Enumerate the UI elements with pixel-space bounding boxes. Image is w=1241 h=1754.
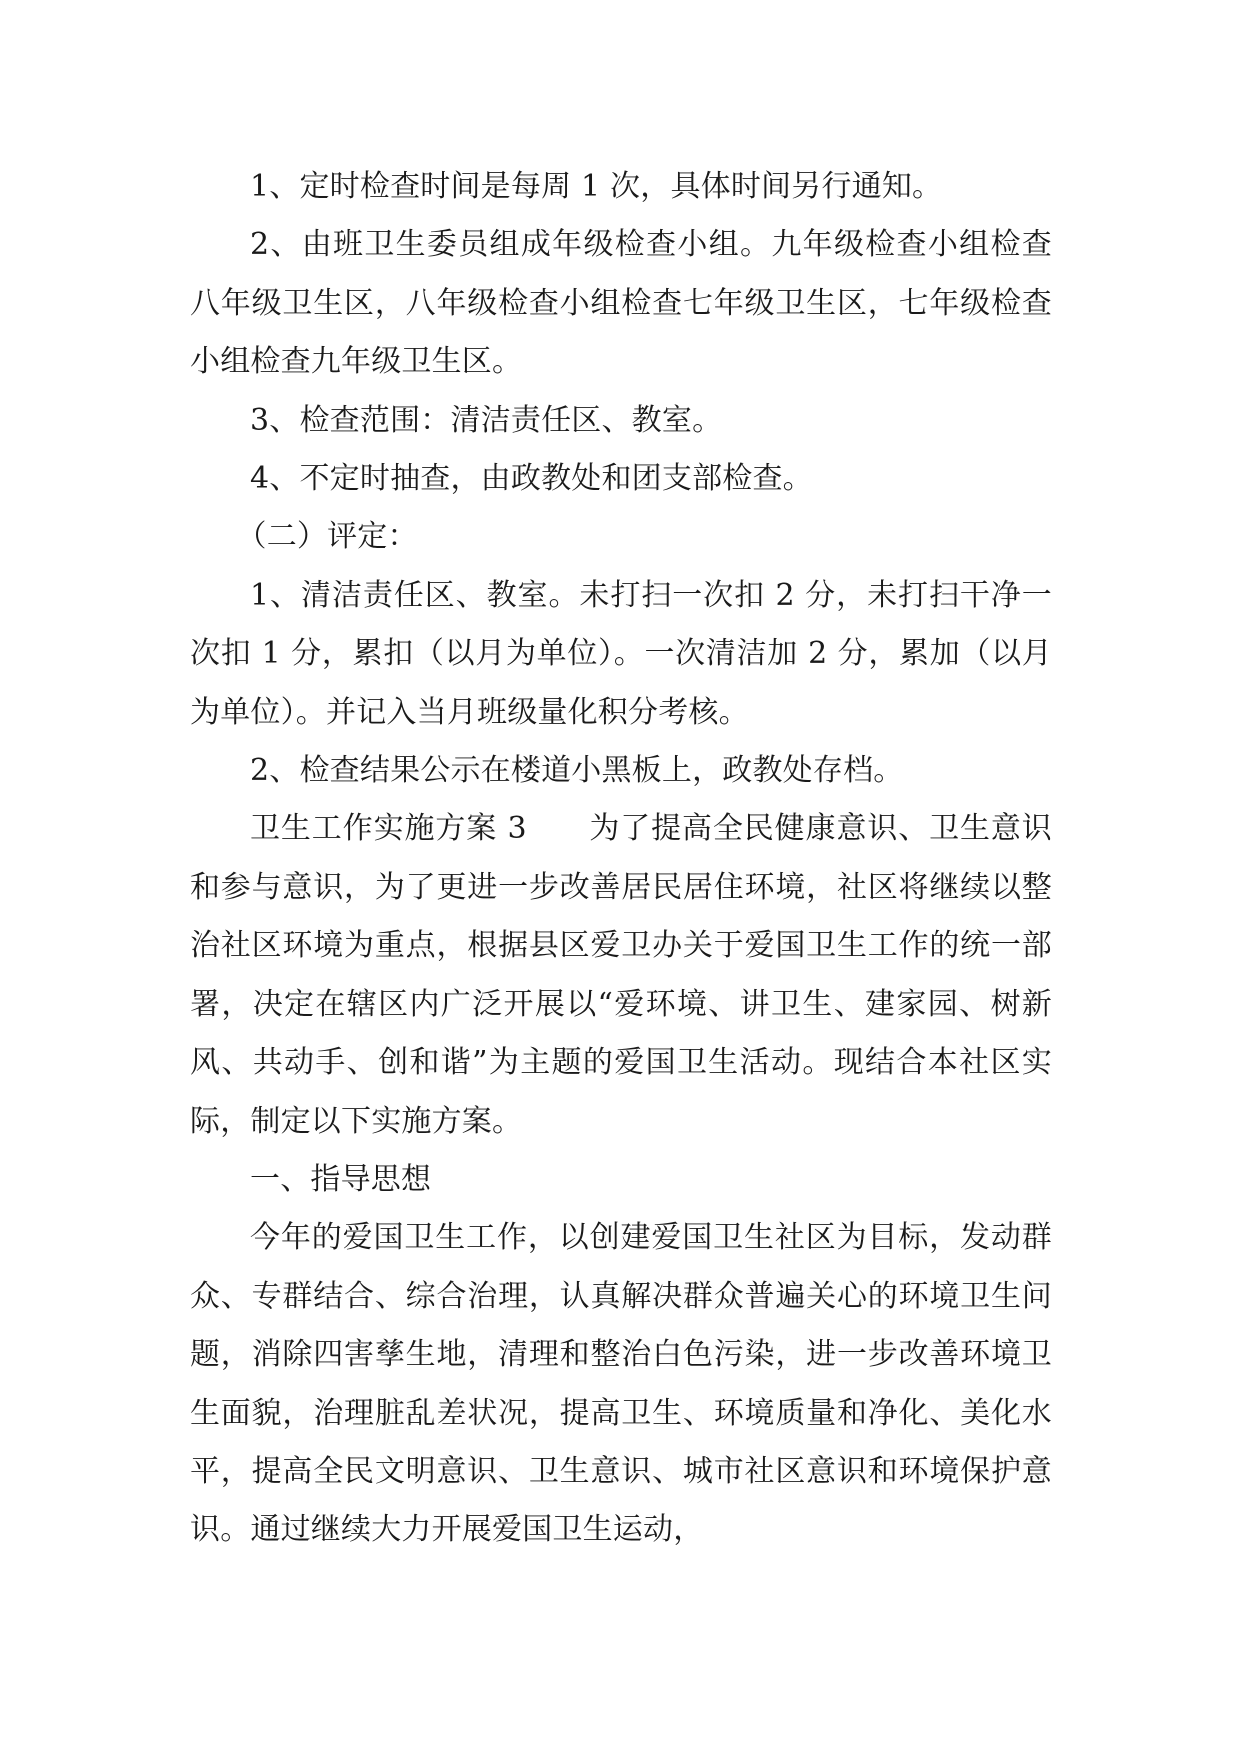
paragraph-inspection-groups: 2、由班卫生委员组成年级检查小组。九年级检查小组检查八年级卫生区，八年级检查小组检查七年级卫生区，七年级检查小组检查九年级卫生区。 <box>190 227 1052 380</box>
section-heading-guiding-ideology: 一、指导思想 <box>250 1161 432 1197</box>
paragraph-plan-3-intro: 卫生工作实施方案 3 为了提高全民健康意识、卫生意识和参与意识，为了更进一步改善居民居住环境，社区将继续以整治社区环境为重点，根据县区爱卫办关于爱国卫生工作的统一部署，决定在辖区内广泛开展以“爱环境、讲卫生、建家园、树新风、共动手、创和谐”为主题的爱国卫生活动。现结合本社区实际，制定以下实施方案。 <box>190 811 1052 1139</box>
section-heading-evaluation: （二）评定： <box>236 519 418 555</box>
paragraph-inspection-scope: 3、检查范围：清洁责任区、教室。 <box>250 402 723 438</box>
paragraph-inspection-frequency: 1、定时检查时间是每周 1 次，具体时间另行通知。 <box>250 169 943 204</box>
document-body <box>190 158 1052 1560</box>
paragraph-random-check: 4、不定时抽查，由政教处和团支部检查。 <box>250 461 813 497</box>
paragraph-guiding-ideology: 今年的爱国卫生工作，以创建爱国卫生社区为目标，发动群众、专群结合、综合治理，认真解决群众普遍关心的环境卫生问题，消除四害孳生地，清理和整治白色污染，进一步改善环境卫生面貌，治理脏乱差状况，提高卫生、环境质量和净化、美化水平，提高全民文明意识、卫生意识、城市社区意识和环境保护意识。通过继续大力开展爱国卫生运动， <box>190 1220 1052 1548</box>
paragraph-results-publication: 2、检查结果公示在楼道小黑板上，政教处存档。 <box>250 753 904 789</box>
paragraph-scoring: 1、清洁责任区、教室。未打扫一次扣 2 分，未打扫干净一次扣 1 分，累扣（以月为单位）。一次清洁加 2 分，累加（以月为单位）。并记入当月班级量化积分考核。 <box>190 577 1052 730</box>
